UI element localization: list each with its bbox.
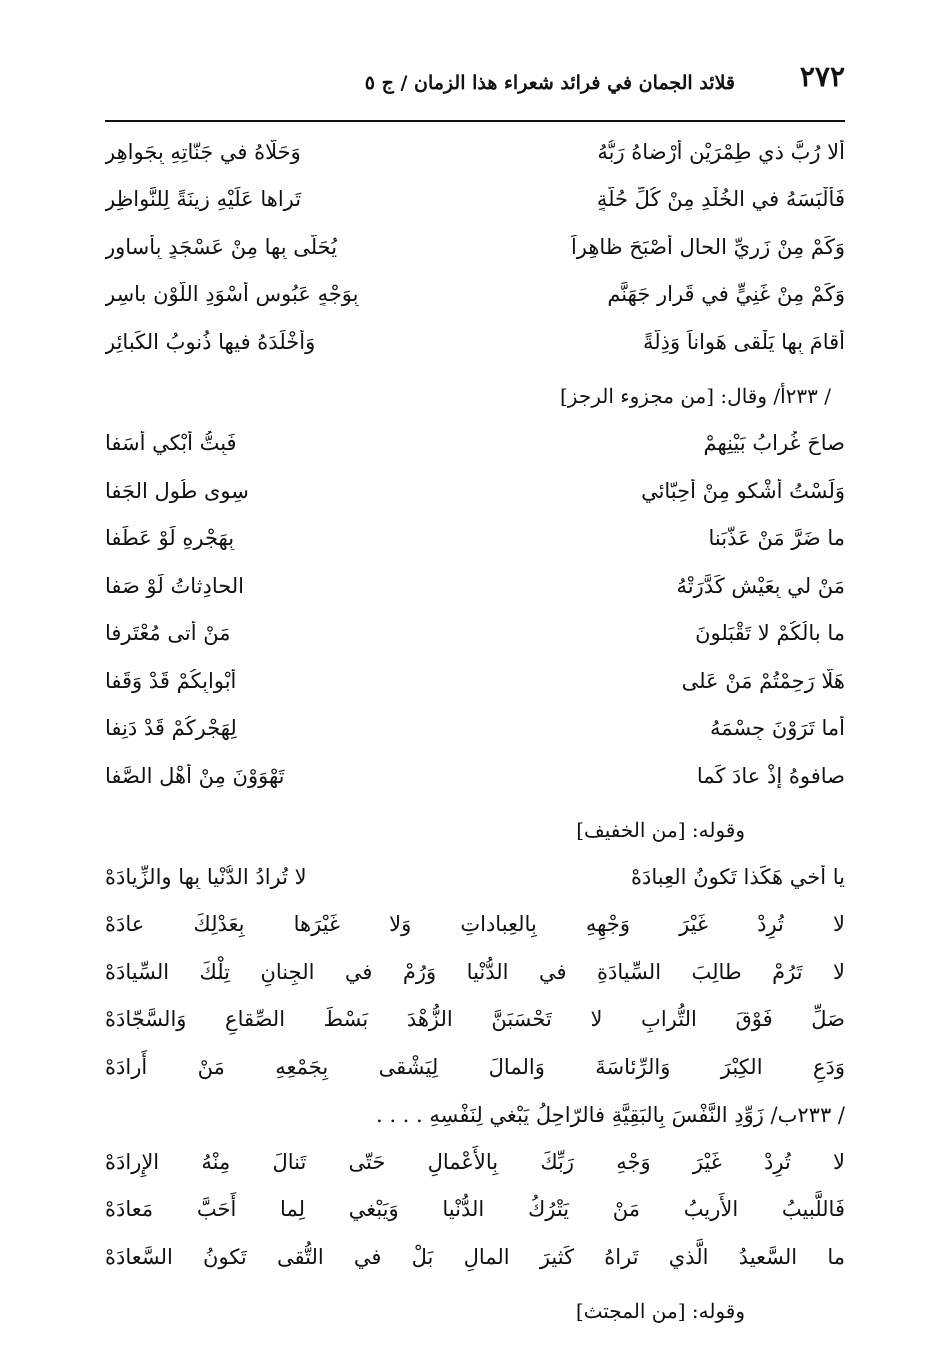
verse-second-hemistich: بِوَجْهٍ عَبُوسٍ أَسْوَدِ اللَّوْنِ باسِرِ [105, 282, 359, 307]
verse-second-hemistich: أَبْوابِكُمْ قَدْ وَقَفا [105, 668, 237, 693]
verse-line [105, 562, 845, 610]
section-heading: وقوله: [من المجتث] [575, 1299, 745, 1323]
verse-second-hemistich: مَنْ أَتى مُعْتَرِفا [105, 621, 231, 646]
verse-line-full: فَاللَّبيبُ الأَريبُ مَنْ يَتْرُكُ الدُّنْيا وَيَبْغي لِما أَحَبَّ مَعادَهْ [105, 1197, 845, 1221]
verse-second-hemistich: تَهْوَوْنَ مِنْ أَهْلِ الصَّفا [105, 763, 285, 788]
verse-line-full: لا تُرِدْ غَيْرَ وَجْهِ رَبِّكَ بِالأَعْمالِ حَتّى تَنالَ مِنْهُ الإِرادَهْ [105, 1149, 845, 1174]
verse-line-full: / ٢٣٣ب/ زَوِّدِ النَّفْسَ بِالبَقِيَّةِ فالرّاحِلُ يَبْغي لِنَفْسِهِ . . . . [375, 1102, 845, 1127]
verse-line-full: صَلِّ فَوْقَ التُّرابِ لا تَحْسَبَنَّ الزُّهْدَ بَسْطَ الصِّقاعِ وَالسَّجّادَهْ [105, 1007, 845, 1031]
verse-line [105, 705, 845, 753]
poem-section-2 [105, 372, 845, 800]
page-body [105, 128, 845, 1335]
verse-second-hemistich: وَحَلّاهُ في جَنّاتِهِ بِجَواهِرِ [105, 139, 301, 164]
verse-line [105, 610, 845, 658]
page-header [105, 60, 845, 118]
verse-second-hemistich: لِهَجْرِكُمْ قَدْ دَنِفا [105, 716, 237, 741]
verse-line [105, 752, 845, 800]
verse-first-hemistich: وَكَمْ مِنْ زَرِيِّ الحالِ أَصْبَحَ ظاهِراً [570, 234, 845, 259]
verse-second-hemistich: تَراها عَلَيْهِ زينَةً لِلنَّواظِرِ [105, 187, 302, 212]
verse-line [105, 515, 845, 563]
verse-second-hemistich: الحادِثاتُ لَوْ صَفا [105, 573, 245, 598]
verse-second-hemistich: بِهَجْرِهِ لَوْ عَطَفا [105, 526, 235, 551]
verse-second-hemistich: لا تُرادُ الدُّنْيا بِها والزِّيادَهْ [105, 865, 307, 890]
verse-second-hemistich: وَأَخْلَدَهُ فيها ذُنوبُ الكَبائِرِ [105, 329, 316, 354]
verse-first-hemistich: أَقامَ بِها يَلْقى هَواناً وَذِلَّةً [643, 329, 845, 354]
verse-first-hemistich: وَلَسْتُ أَشْكو مِنْ أَحِبّائي [641, 478, 845, 503]
verse-line [105, 271, 845, 319]
running-title: قلائد الجمان في فرائد شعراء هذا الزمان / ج ٥ [364, 72, 735, 94]
verse-second-hemistich: يُحَلّى بِها مِنْ عَسْجَدٍ بِأَساوِرِ [105, 234, 338, 259]
poem-section-3 [105, 806, 845, 1282]
header-rule [105, 120, 845, 122]
verse-first-hemistich: هَلّا رَحِمْتُمْ مَنْ عَلى [681, 668, 845, 693]
verse-line-full: ما السَّعيدُ الَّذي تَراهُ كَثيرَ المالِ بَلْ في التُّقى تَكونُ السَّعادَهْ [105, 1244, 845, 1269]
verse-line [105, 657, 845, 705]
page-number: ٢٧٢ [799, 60, 845, 93]
verse-first-hemistich: ما بالُكُمْ لا تَقْبَلونَ [695, 621, 845, 646]
verse-first-hemistich: يا أَخي هَكَذا تَكونُ العِبادَهْ [631, 865, 845, 890]
poem-section-1 [105, 128, 845, 366]
verse-second-hemistich: فَبِتُّ أَبْكي أَسَفا [105, 431, 237, 456]
verse-first-hemistich: ما ضَرَّ مَنْ عَذَّبَنا [708, 526, 845, 551]
verse-line-full: لا تُرِدْ غَيْرَ وَجْهِهِ بِالعِباداتِ وَلا غَيْرَها بِعَدْلِكَ عادَهْ [105, 912, 845, 936]
verse-second-hemistich: سِوى طُولِ الجَفا [105, 478, 249, 503]
verse-line [105, 467, 845, 515]
section-heading: / ٢٣٣أ/ وقال: [من مجزوء الرجز] [560, 383, 831, 408]
verse-line-full: وَدَعِ الكِبْرَ وَالرِّئاسَةَ وَالمالَ لِيَشْقى بِجَمْعِهِ مَنْ أَرادَهْ [105, 1054, 845, 1079]
verse-first-hemistich: صافوهُ إِذْ عادَ كَما [696, 763, 845, 788]
verse-first-hemistich: فَأَلْبَسَهُ في الخُلْدِ مِنْ كُلِّ حُلَّةٍ [596, 187, 845, 212]
verse-line [105, 223, 845, 271]
verse-first-hemistich: وَكَمْ مِنْ غَنِيٍّ في قَرارِ جَهَنَّمٍ [607, 282, 845, 307]
verse-first-hemistich: مَنْ لي بِعَيْشٍ كَدَّرَتْهُ [676, 573, 845, 598]
verse-first-hemistich: ألا رُبَّ ذي طِمْرَيْنِ أَرْضاهُ رَبُّهُ [597, 139, 845, 164]
verse-line [105, 176, 845, 224]
verse-first-hemistich: صاحَ غُرابُ بَيْنِهِمْ [703, 431, 845, 456]
poem-section-4 [105, 1287, 845, 1335]
verse-line-full: لا تَرُمْ طالِبَ السِّيادَةِ في الدُّنْيا وَرُمْ في الجِنانِ تِلْكَ السِّيادَهْ [105, 959, 845, 984]
section-heading: وقوله: [من الخفيف] [576, 817, 745, 842]
verse-first-hemistich: أَما تَرَوْنَ جِسْمَهُ [710, 716, 845, 741]
verse-line [105, 420, 845, 468]
verse-line [105, 128, 845, 176]
verse-line [105, 318, 845, 366]
verse-line [105, 854, 845, 902]
